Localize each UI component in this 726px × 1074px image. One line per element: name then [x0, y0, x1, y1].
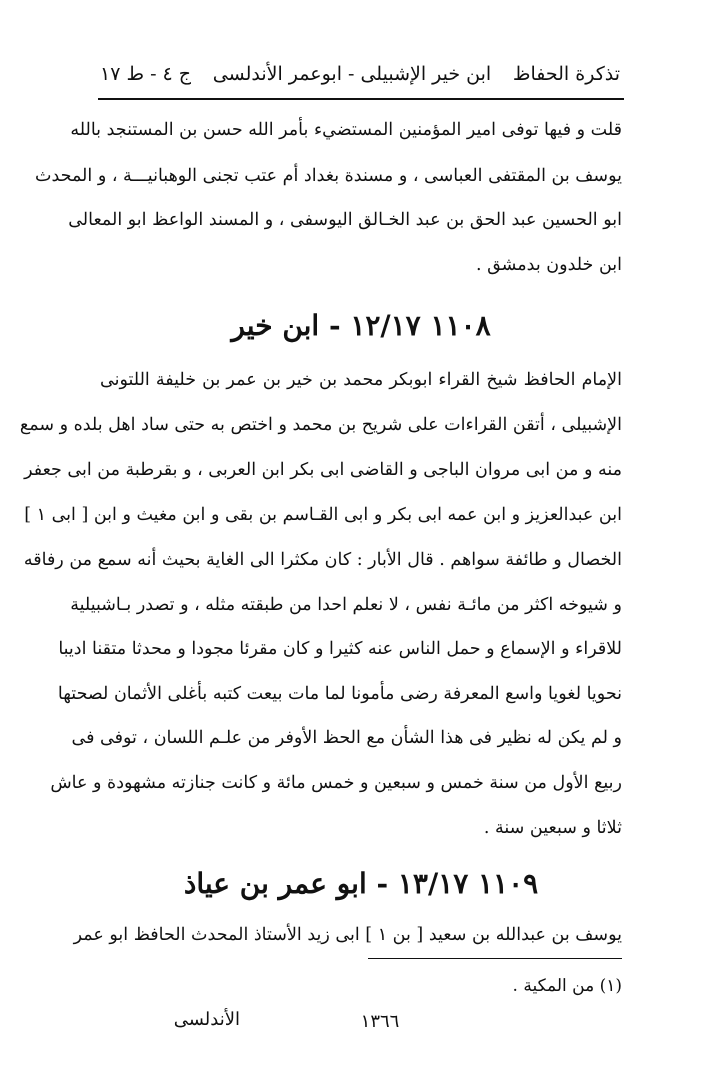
text-line: ثلاثا و سبعين سنة . [483, 818, 622, 838]
text-line: يوسف بن عبدالله بن سعيد [ بن ١ ] ابى زيد الأستاذ المحدث الحافظ ابو عمر [73, 925, 622, 945]
text-line: يوسف بن المقتفى العباسى ، و مسندة بغداد أم عتب تجنى الوهبانيـــة ، و المحدث [34, 166, 622, 186]
text-line: ابن عبدالعزيز و ابن عمه ابى بكر و ابى القـاسم بن بقى و ابن مغيث و ابن [ ابى ١ ] [24, 505, 622, 525]
text-line: و شيوخه اكثر من مائـة نفس ، لا نعلم احدا من طبقته مثله ، و تصدر بـاشبيلية [70, 595, 622, 615]
footnote-rule [368, 958, 622, 959]
text-line: قلت و فيها توفى امير المؤمنين المستضيء بأمر الله حسن بن المستنجد بالله [70, 120, 622, 140]
text-line: الإمام الحافظ شيخ القراء ابوبكر محمد بن خير بن عمر بن خليفة اللتونى [100, 370, 622, 390]
entry-heading: ١١٠٨ ١٢/١٧ - ابن خير [231, 309, 491, 342]
text-line: الإشبيلى ، أتقن القراءات على شريح بن محمد و اختص به حتى ساد اهل بلده و سمع [19, 415, 622, 435]
header-book-title: تذكرة الحفاظ [512, 63, 620, 85]
text-line: منه و من ابى مروان الباجى و القاضى ابى بكر ابن العربى ، و بقرطبة من ابى جعفر [24, 460, 622, 480]
footnote: (١) من المكية . [512, 976, 622, 996]
text-line: ربيع الأول من سنة خمس و سبعين و خمس مائة و كانت جنازته مشهودة و عاش [50, 773, 622, 793]
text-line: ابو الحسين عبد الحق بن عبد الخـالق اليوسفى ، و المسند الواعظ ابو المعالى [68, 210, 622, 230]
page-number: ١٣٦٦ [360, 1011, 400, 1032]
entry-heading: ١١٠٩ ١٣/١٧ - ابو عمر بن عياذ [183, 867, 539, 900]
header-running-title: ابن خير الإشبيلى - ابوعمر الأندلسى [212, 63, 492, 85]
text-line: للاقراء و الإسماع و حمل الناس عنه كثيرا و كان مقرئا مجودا و محدثا متقنا اديبا [58, 639, 622, 659]
header-volume-ref: ج ٤ - ط ١٧ [100, 63, 192, 85]
text-line: و لم يكن له نظير فى هذا الشأن مع الحظ الأوفر من علـم اللسان ، توفى فى [71, 728, 622, 748]
text-line: الخصال و طائفة سواهم . قال الأبار : كان مكثرا الى الغاية بحيث أنه سمع من رفاقه [23, 550, 622, 570]
header-rule [98, 98, 624, 100]
text-line: ابن خلدون بدمشق . [475, 255, 622, 275]
text-line: نحويا لغويا واسع المعرفة رضى مأمونا لما مات بيعت كتبه بأغلى الأثمان لصحتها [57, 684, 622, 704]
catchword: الأندلسى [173, 1009, 240, 1030]
running-header [100, 56, 620, 92]
